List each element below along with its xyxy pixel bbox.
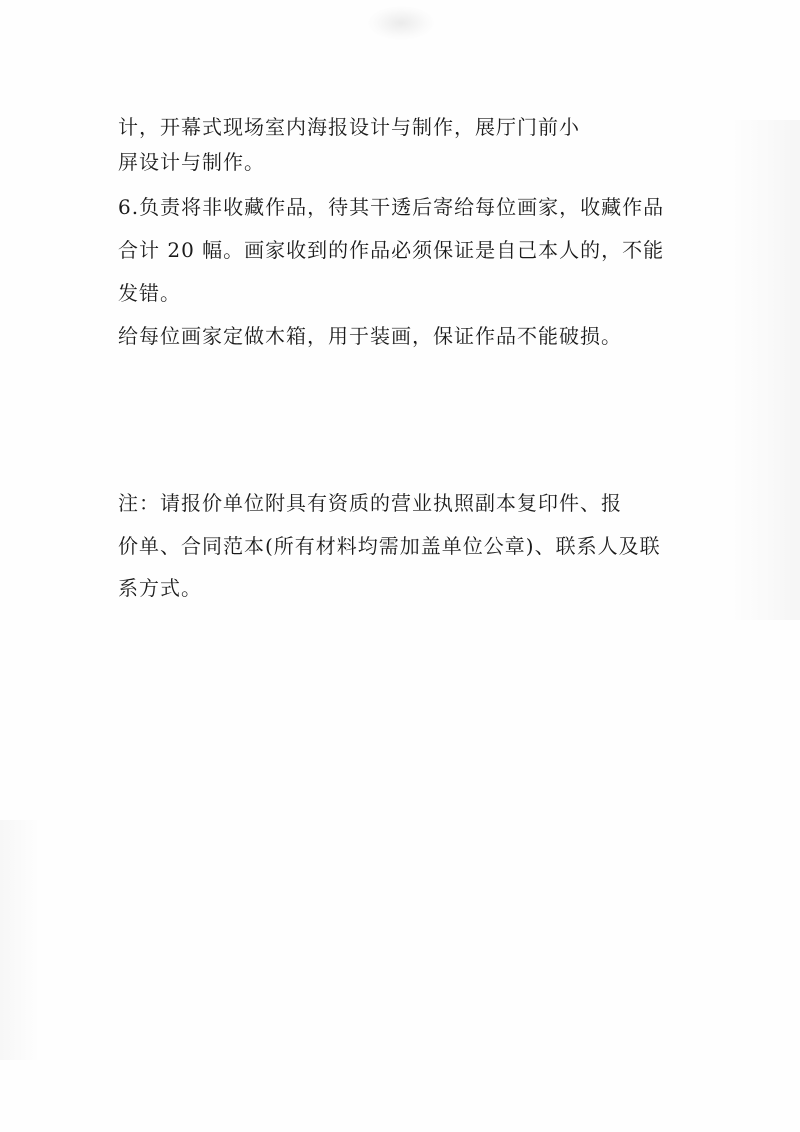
- scan-shade: [730, 120, 800, 620]
- text-line: 给每位画家定做木箱，用于装画，保证作品不能破损。: [118, 324, 622, 348]
- scan-shade: [0, 820, 40, 1060]
- text-line: 计，开幕式现场室内海报设计与制作，展厅门前小: [118, 115, 580, 139]
- note-line: 系方式。: [118, 576, 202, 600]
- text-line: 合计 20 幅。画家收到的作品必须保证是自己本人的，不能: [118, 238, 665, 262]
- scan-smudge: [368, 6, 434, 40]
- text-line: 屏设计与制作。: [118, 150, 265, 174]
- text-line: 发错。: [118, 281, 181, 305]
- note-line: 价单、合同范本(所有材料均需加盖单位公章)、联系人及联: [118, 534, 661, 558]
- text-line: 6.负责将非收藏作品，待其干透后寄给每位画家，收藏作品: [118, 195, 665, 219]
- note-line: 注：请报价单位附具有资质的营业执照副本复印件、报: [118, 491, 622, 515]
